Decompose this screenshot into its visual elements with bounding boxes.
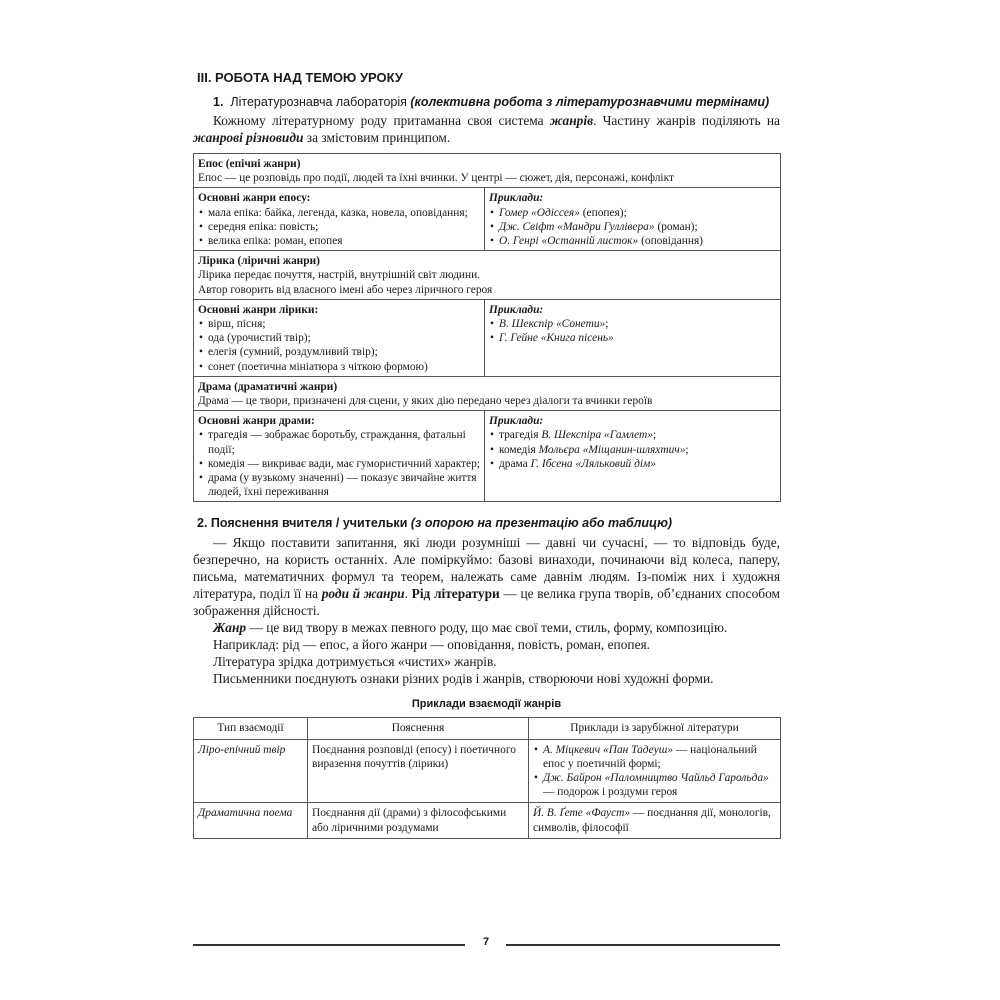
intro-term-varieties: жанрові різновиди <box>193 130 304 145</box>
intro-text-c: . Частину жанрів поділяють на <box>593 113 780 128</box>
drama-examples-list <box>489 428 776 471</box>
list-item: • трагедія — зображає боротьбу, страждання, фатальні події; <box>198 428 480 456</box>
intro-text-a: Кожному літературному роду притаманна своя система <box>213 113 550 128</box>
list-item: • А. Міцкевич «Пан Тадеуш» — національний епос у поетичній формі; <box>533 743 776 771</box>
section-title: ІІІ. РОБОТА НАД ТЕМОЮ УРОКУ <box>197 70 403 85</box>
column-header: Пояснення <box>308 718 529 739</box>
list-item: • ода (урочистий твір); <box>198 331 480 345</box>
list-item: • Дж. Свіфт «Мандри Гуллівера» (роман); <box>489 220 776 234</box>
interaction-examples: Й. В. Ґете «Фауст» — поєднання дії, монологів, символів, філософії <box>529 803 781 838</box>
list-item: • сонет (поетична мініатюра з чіткою формою) <box>198 360 480 374</box>
subsection-1-note: (колективна робота з літературознавчими термінами) <box>410 95 770 109</box>
drama-description: Драма — це твори, призначені для сцени, у яких дію передано через діалоги та вчинки героїв <box>198 395 653 408</box>
list-item: • Г. Гейне «Книга пісень» <box>489 331 776 345</box>
epic-genres-list <box>198 206 480 249</box>
epic-description: Епос — це розповідь про події, людей та їхні вчинки. У центрі — сюжет, дія, персонажі, конфлікт <box>198 172 674 185</box>
drama-genres-title: Основні жанри драми: <box>198 415 315 428</box>
page-content <box>193 62 780 839</box>
list-item: • комедія Мольєра «Міщанин-шляхтич»; <box>489 443 776 457</box>
list-item: • О. Генрі «Останній листок» (оповідання) <box>489 234 776 248</box>
drama-examples-title: Приклади: <box>489 415 544 428</box>
intro-text-e: за змістовим принципом. <box>303 130 451 145</box>
lyric-details-row <box>194 299 781 376</box>
table-row <box>194 803 781 838</box>
lyric-examples-title: Приклади: <box>489 303 544 316</box>
drama-title: Драма (драматичні жанри) <box>198 380 338 393</box>
list-item: • середня епіка: повість; <box>198 220 480 234</box>
paragraph-3: Наприклад: рід — епос, а його жанри — оповідання, повість, роман, епопея. <box>213 637 651 653</box>
list-item: • велика епіка: роман, епопея <box>198 234 480 248</box>
epic-examples-title: Приклади: <box>489 192 544 205</box>
paragraph-2: Жанр — це вид твору в межах певного роду, що має свої теми, стиль, форму, композицію. <box>213 620 728 636</box>
list-item: • елегія (сумний, роздумливий твір); <box>198 345 480 359</box>
interaction-examples <box>529 739 781 803</box>
epic-examples-list <box>489 206 776 249</box>
list-item: • драма Г. Ібсена «Ляльковий дім» <box>489 457 776 471</box>
interaction-type: Ліро-епічний твір <box>194 739 308 803</box>
list-item: • вірш, пісня; <box>198 317 480 331</box>
page-footer <box>193 936 780 952</box>
interaction-table <box>193 717 781 838</box>
lyric-description-1: Лірика передає почуття, настрій, внутрішній світ людини. <box>198 269 481 282</box>
lyric-title: Лірика (ліричні жанри) <box>198 255 320 268</box>
intro-term-genres: жанрів <box>549 113 594 128</box>
table-header-row <box>194 718 781 739</box>
lyric-examples-list <box>489 317 776 345</box>
subsection-2-title: 2. Пояснення вчителя / учительки <box>197 516 408 531</box>
list-item: • Гомер «Одіссея» (епопея); <box>489 206 776 220</box>
genre-table <box>193 153 781 502</box>
footer-rule-left <box>193 944 465 946</box>
paragraph-1: — Якщо поставити запитання, які люди розумніші — давні чи сучасні, — то відповідь буде, безперечно, на користь останніх. Але поміркуймо: базові винаходи, починаючи від колеса, паперу, письма, математичних формул та теорем, належать саме давнім людям. Із-поміж них і художня література, поділ її на роди й жанри. Рід літератури — це велика група творів, об’єднаних способом зображення дійсності. <box>193 535 780 619</box>
interaction-explanation: Поєднання розповіді (епосу) і поетичного виразення почуттів (лірики) <box>308 739 529 803</box>
column-header: Приклади із зарубіжної літератури <box>529 718 781 739</box>
drama-details-row <box>194 411 781 502</box>
drama-genres-list <box>198 428 480 499</box>
footer-rule-right <box>506 944 780 946</box>
lyric-genres-title: Основні жанри лірики: <box>198 303 319 316</box>
subsection-1-number: 1. <box>213 95 224 109</box>
column-header: Тип взаємодії <box>194 718 308 739</box>
epic-title: Епос (епічні жанри) <box>198 158 301 170</box>
table-caption: Приклади взаємодії жанрів <box>411 698 562 711</box>
interaction-explanation: Поєднання дії (драми) з філософськими або ліричними роздумами <box>308 803 529 838</box>
intro-paragraph <box>193 112 780 146</box>
subsection-2-heading <box>197 516 780 530</box>
lyric-genres-list <box>198 317 480 374</box>
list-item: • комедія — викриває вади, має гумористичний характер; <box>198 457 480 471</box>
list-item: • В. Шекспір «Сонети»; <box>489 317 776 331</box>
list-item: • мала епіка: байка, легенда, казка, новела, оповідання; <box>198 206 480 220</box>
list-item: • Дж. Байрон «Паломництво Чайльд Гарольда» — подорож і роздуми героя <box>533 771 776 799</box>
drama-header-row <box>194 376 781 410</box>
interaction-type: Драматична поема <box>194 803 308 838</box>
lyric-header-row <box>194 251 781 300</box>
page-number: 7 <box>482 936 490 948</box>
subsection-1-heading <box>213 95 780 109</box>
subsection-1-title: Літературознавча лабораторія <box>230 95 407 109</box>
lyric-description-2: Автор говорить від власного імені або через ліричного героя <box>198 283 493 296</box>
subsection-2-note: (з опорою на презентацію або таблицю) <box>410 516 673 531</box>
paragraph-5: Письменники поєднують ознаки різних родів і жанрів, створюючи нові художні форми. <box>213 671 714 687</box>
list-item: • трагедія В. Шекспіра «Гамлет»; <box>489 428 776 442</box>
list-item: • драма (у вузькому значенні) — показує звичайне життя людей, їхні переживання <box>198 471 480 499</box>
epic-genres-title: Основні жанри епосу: <box>198 192 311 205</box>
paragraph-4: Література зрідка дотримується «чистих» жанрів. <box>213 654 497 670</box>
epic-details-row <box>194 188 781 251</box>
table-row <box>194 739 781 803</box>
epic-header-row <box>194 154 781 188</box>
